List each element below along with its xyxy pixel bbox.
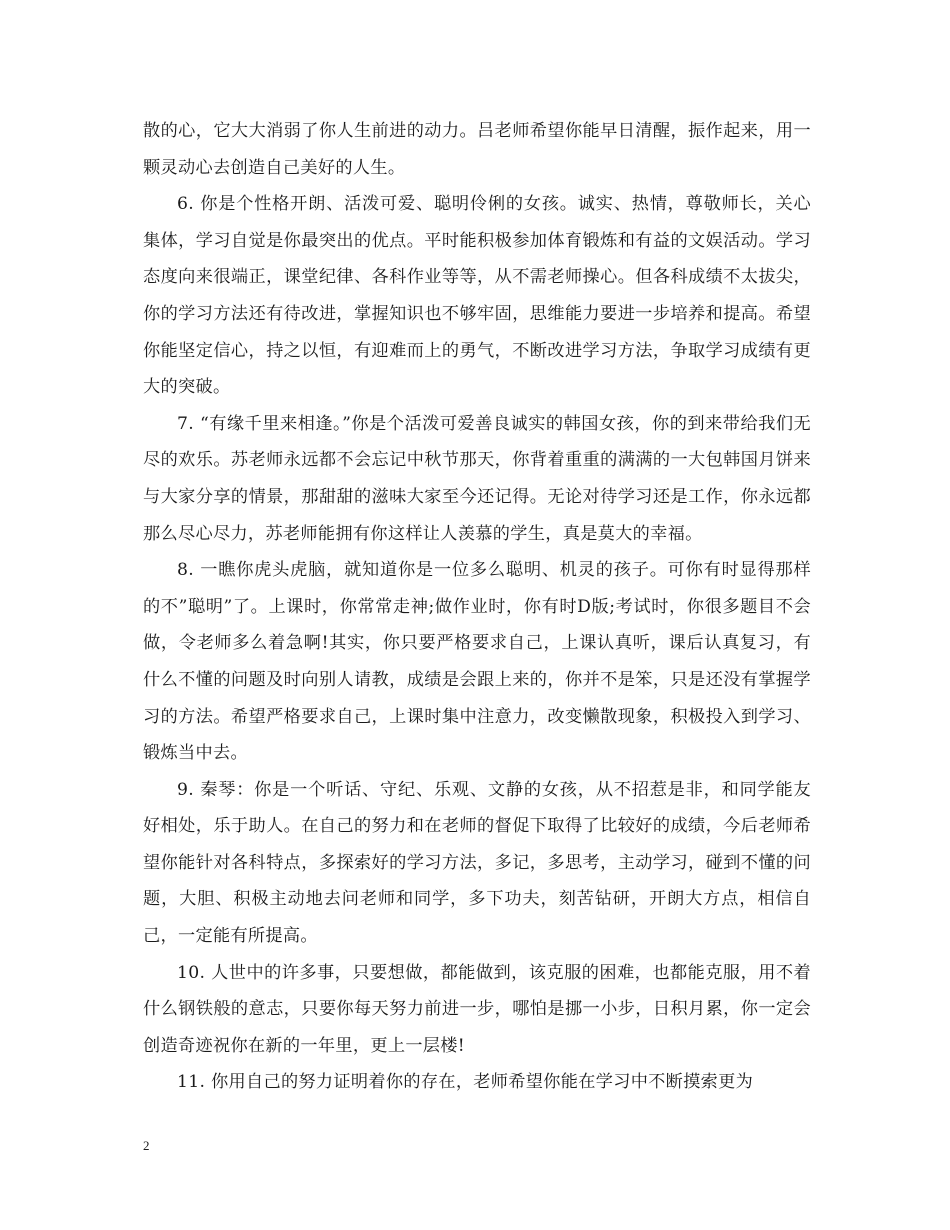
- paragraph-continuation: 散的心，它大大消弱了你人生前进的动力。吕老师希望你能早日清醒，振作起来，用一颗灵动心去创造自己美好的人生。: [143, 121, 811, 178]
- paragraph-comment-8: 8. 一瞧你虎头虎脑，就知道你是一位多么聪明、机灵的孩子。可你有时显得那样的不”聪明”了。上课时，你常常走神;做作业时，你有时D版;考试时，你很多题目不会做，令老师多么着急啊!其实，你只要严格要求自己，上课认真听，课后认真复习，有什么不懂的问题及时向别人请教，成绩是会跟上来的，你并不是笨，只是还没有掌握学习的方法。希望严格要求自己，上课时集中注意力，改变懒散现象，积极投入到学习、锻炼当中去。: [143, 560, 811, 764]
- paragraph-comment-9: 9. 秦琴：你是一个听话、守纪、乐观、文静的女孩，从不招惹是非，和同学能友好相处，乐于助人。在自己的努力和在老师的督促下取得了比较好的成绩，今后老师希望你能针对各科特点，多探索好的学习方法，多记，多思考，主动学习，碰到不懂的问题，大胆、积极主动地去问老师和同学，多下功夫，刻苦钻研，开朗大方点，相信自己，一定能有所提高。: [143, 779, 811, 947]
- paragraph-comment-11: 11. 你用自己的努力证明着你的存在，老师希望你能在学习中不断摸索更为: [177, 1072, 754, 1093]
- paragraph-comment-10: 10. 人世中的许多事，只要想做，都能做到，该克服的困难，也都能克服，用不着什么钢铁般的意志，只要你每天努力前进一步，哪怕是挪一小步，日积月累，你一定会创造奇迹祝你在新的一年里，更上一层楼!: [143, 962, 811, 1056]
- paragraph-comment-6: 6. 你是个性格开朗、活泼可爱、聪明伶俐的女孩。诚实、热情，尊敬师长，关心集体，学习自觉是你最突出的优点。平时能积极参加体育锻炼和有益的文娱活动。学习态度向来很端正，课堂纪律、各科作业等等，从不需老师操心。但各科成绩不太拔尖，你的学习方法还有待改进，掌握知识也不够牢固，思维能力要进一步培养和提高。希望你能坚定信心，持之以恒，有迎难而上的勇气，不断改进学习方法，争取学习成绩有更大的突破。: [143, 194, 811, 398]
- page-number: 2: [143, 1138, 150, 1153]
- document-body: [143, 113, 811, 1101]
- paragraph-comment-7: 7. “有缘千里来相逢。”你是个活泼可爱善良诚实的韩国女孩，你的到来带给我们无尽的欢乐。苏老师永远都不会忘记中秋节那天，你背着重重的满满的一大包韩国月饼来与大家分享的情景，那甜甜的滋味大家至今还记得。无论对待学习还是工作，你永远都那么尽心尽力，苏老师能拥有你这样让人羡慕的学生，真是莫大的幸福。: [143, 413, 811, 544]
